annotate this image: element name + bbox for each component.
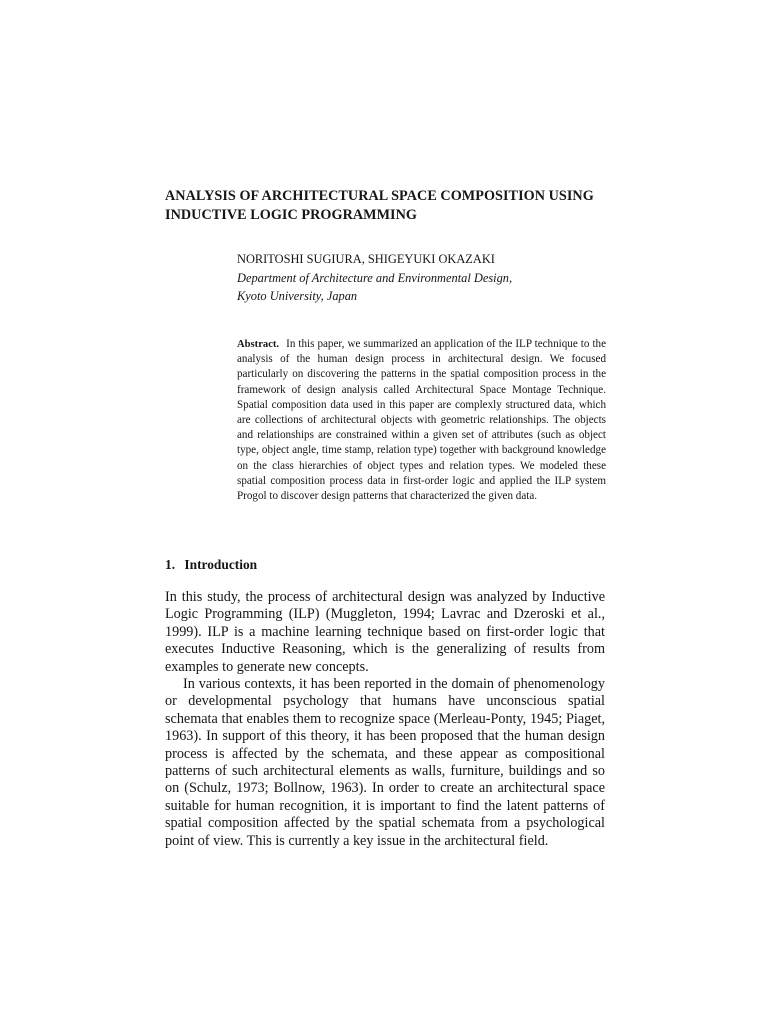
title-line-1: ANALYSIS OF ARCHITECTURAL SPACE COMPOSITION USING	[165, 188, 594, 204]
section-number: 1.	[165, 557, 176, 572]
title-line-2: INDUCTIVE LOGIC PROGRAMMING	[165, 207, 418, 223]
paragraph-2: In various contexts, it has been reported in the domain of phenomenology or developmental psychology that humans have unconscious spatial schemata that enables them to recognize space (Merleau-Ponty, 1945; Piaget, 1963). In support of this theory, it has been proposed that the human design process is affected by the schemata, and these appear as compositional patterns of such architectural elements as walls, furniture, buildings and so on (Schulz, 1973; Bollnow, 1963). In order to create an architectural space suitable for human recognition, it is important to find the latent patterns of spatial composition affected by the spatial schemata from a psychological point of view. This is currently a key issue in the architectural field.	[165, 676, 605, 849]
affiliation-line-2: Kyoto University, Japan	[237, 289, 358, 303]
abstract	[237, 337, 606, 504]
section-heading-introduction	[165, 557, 257, 573]
paper-title	[165, 187, 615, 225]
author-block	[237, 250, 617, 306]
introduction-body	[165, 589, 605, 850]
author-names: NORITOSHI SUGIURA, SHIGEYUKI OKAZAKI	[237, 252, 495, 266]
section-title: Introduction	[184, 557, 258, 572]
paragraph-1: In this study, the process of architectural design was analyzed by Inductive Logic Programming (ILP) (Muggleton, 1994; Lavrac and Dzeroski et al., 1999). ILP is a machine learning technique based on first-order logic that executes Inductive Reasoning, which is the generalizing of results from examples to generate new concepts.	[165, 589, 605, 675]
abstract-label: Abstract.	[237, 339, 280, 350]
affiliation-line-1: Department of Architecture and Environmental Design,	[237, 270, 513, 285]
abstract-text: In this paper, we summarized an application of the ILP technique to the analysis of the human design process in architectural design. We focused particularly on discovering the patterns in the spatial composition process in the framework of design analysis called Architectural Space Montage Technique. Spatial composition data used in this paper are complexly structured data, which are collections of architectural objects with geometric relationships. The objects and relationships are constrained within a given set of attributes (such as object type, object angle, time stamp, relation type) together with background knowledge on the class hierarchies of object types and relation types. We modeled these spatial composition process data in first-order logic and applied the ILP system Progol to discover design patterns that characterized the given data.	[237, 338, 606, 503]
